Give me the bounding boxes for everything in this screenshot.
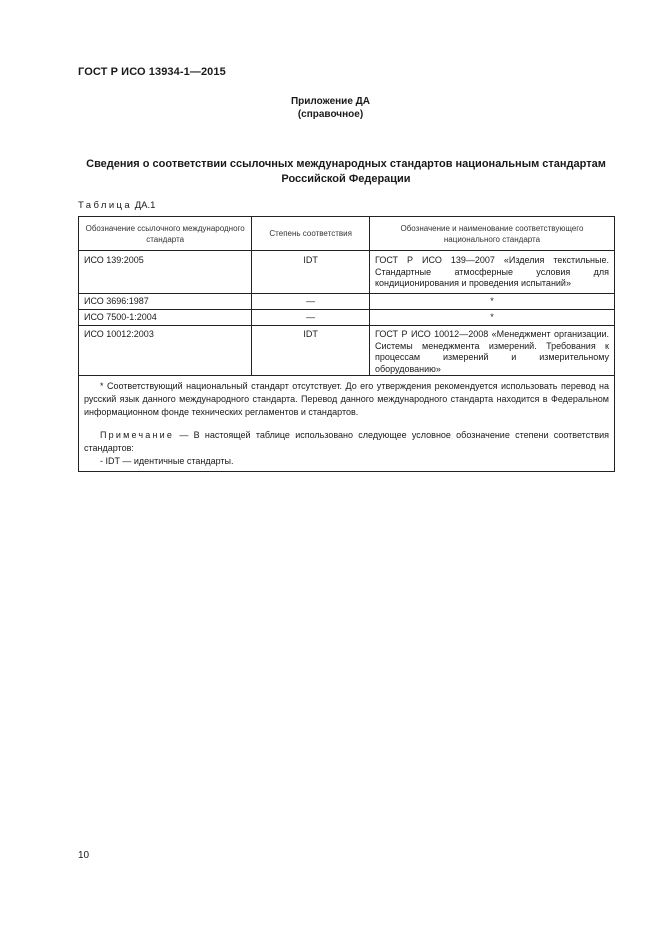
table-notes-cell (79, 376, 615, 472)
cell-standard: ИСО 7500-1:2004 (79, 310, 252, 326)
column-header-degree: Степень соответствия (252, 217, 370, 251)
table-note (84, 429, 609, 455)
section-title-line1: Сведения о соответствии ссылочных международных стандартов национальным стандартам (86, 158, 606, 170)
cell-standard: ИСО 139:2005 (79, 251, 252, 294)
column-header-national: Обозначение и наименование соответствующего национального стандарта (369, 217, 614, 251)
table-header-row (79, 217, 615, 251)
document-header: ГОСТ Р ИСО 13934-1—2015 (78, 66, 226, 78)
note-label: Примечание (100, 430, 175, 440)
table-row (79, 310, 615, 326)
table-label-number: ДА.1 (134, 200, 156, 211)
table-row (79, 251, 615, 294)
cell-national: ГОСТ Р ИСО 139—2007 «Изделия текстильные. Стандартные атмосферные условия для кондиционирования и проведения испытаний» (369, 251, 614, 294)
page-number: 10 (78, 850, 90, 861)
section-title-line2: Российской Федерации (281, 173, 411, 185)
cell-degree: — (252, 310, 370, 326)
cell-national: * (369, 294, 614, 310)
cell-degree: IDT (252, 326, 370, 376)
note-text: — В настоящей таблице использовано следующее условное обозначение степени соответствия стандартов: (84, 430, 609, 453)
note-item: - IDT — идентичные стандарты. (100, 456, 234, 466)
cell-standard: ИСО 10012:2003 (79, 326, 252, 376)
table-label-prefix: Таблица (78, 200, 133, 211)
table-label (78, 200, 155, 211)
table-notes-row (79, 376, 615, 472)
cell-standard: ИСО 3696:1987 (79, 294, 252, 310)
column-header-standard: Обозначение ссылочного международного стандарта (79, 217, 252, 251)
appendix-heading (0, 95, 661, 121)
cell-degree: IDT (252, 251, 370, 294)
cell-national: ГОСТ Р ИСО 10012—2008 «Менеджмент организации. Системы менеджмента измерений. Требования к процессам измерений и измерительному оборудованию» (369, 326, 614, 376)
section-title (78, 157, 614, 187)
appendix-subtitle: (справочное) (297, 109, 364, 120)
appendix-title: Приложение ДА (290, 96, 371, 107)
table-row (79, 326, 615, 376)
cell-national: * (369, 310, 614, 326)
cell-degree: — (252, 294, 370, 310)
table-row (79, 294, 615, 310)
table-footnote: * Соответствующий национальный стандарт отсутствует. До его утверждения рекомендуется использовать перевод на русский язык данного международного стандарта. Перевод данного международного стандарта находится в Федеральном информационном фонде технических регламентов и стандартов. (84, 381, 609, 417)
standards-table (78, 216, 615, 472)
